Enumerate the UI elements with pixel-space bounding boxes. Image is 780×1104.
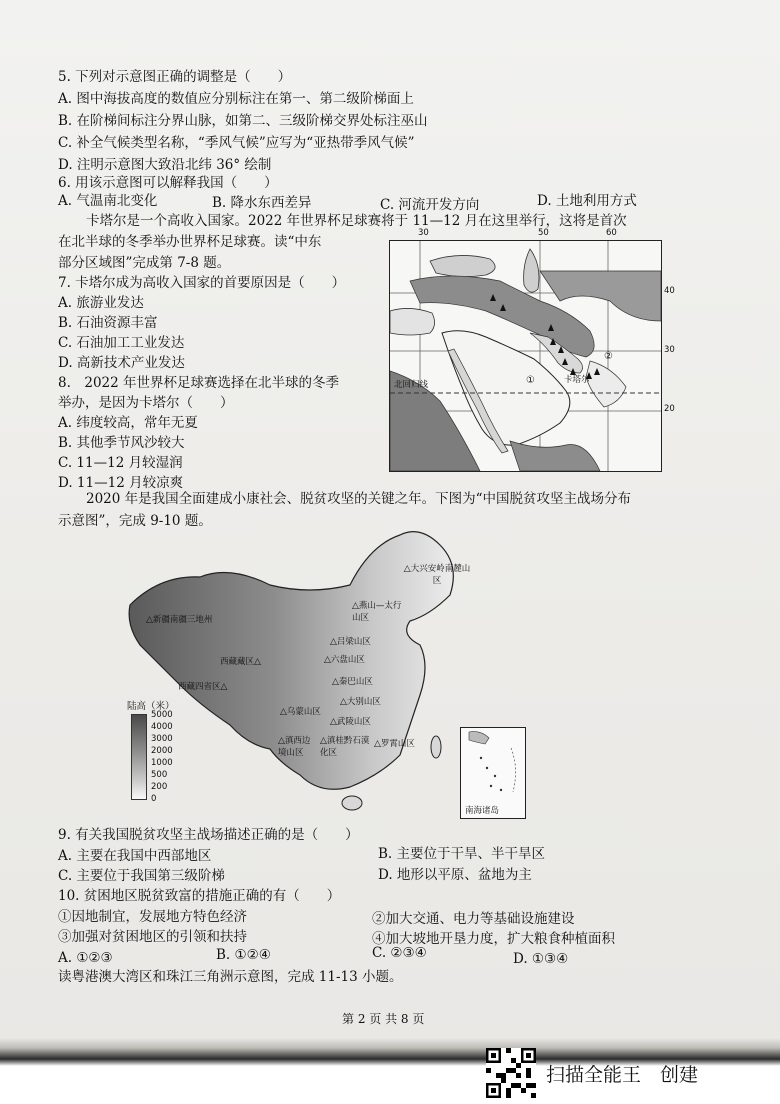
lon-30-label: 30 — [418, 228, 429, 238]
q5-option-d: D. 注明示意图大致沿北纬 36° 绘制 — [58, 157, 272, 173]
q10-statement-4: ④加大坡地开垦力度，扩大粮食种植面积 — [372, 931, 615, 947]
q10-statement-3: ③加强对贫困地区的引领和扶持 — [58, 929, 247, 945]
lon-50-label: 50 — [538, 228, 549, 238]
region-xizang-zangqu: 西藏藏区△ — [220, 657, 261, 667]
q5-option-c: C. 补全气候类型名称，“季风气候”应写为“亚热带季风气候” — [58, 135, 415, 151]
legend-value: 5000 — [151, 710, 173, 720]
q8-option-b: B. 其他季节风沙较大 — [58, 435, 185, 451]
q5-option-b: B. 在阶梯间标注分界山脉，如第二、三级阶梯交界处标注巫山 — [58, 113, 428, 129]
scanner-brand: 扫描全能王 创建 — [546, 1064, 699, 1086]
region-wumeng: △乌蒙山区 — [280, 707, 321, 717]
lat-20-label: 20 — [664, 404, 675, 414]
q7-stem: 7. 卡塔尔成为高收入国家的首要原因是（ ） — [58, 275, 346, 291]
q9-option-c: C. 主要位于我国第三级阶梯 — [58, 868, 225, 884]
q10-statement-1: ①因地制宜，发展地方特色经济 — [58, 909, 247, 925]
q6-option-b: B. 降水东西差异 — [212, 195, 312, 211]
qatar-intro-line1: 卡塔尔是一个高收入国家。2022 年世界杯足球赛将于 11—12 月在这里举行，这将是首次 — [86, 213, 627, 229]
region-yanshan-taihang: △燕山—太行山区 — [352, 601, 402, 623]
q8-option-c: C. 11—12 月较湿润 — [58, 455, 183, 471]
poverty-intro-line1: 2020 年是我国全面建成小康社会、脱贫攻坚的关键之年。下图为“中国脱贫攻坚主战场分布 — [86, 491, 632, 507]
inset-label: 南海诸岛 — [465, 806, 500, 816]
legend-value: 1000 — [151, 758, 173, 768]
south-china-sea-inset — [460, 727, 526, 819]
middle-east-map — [389, 240, 662, 472]
poverty-intro-line2: 示意图”，完成 9-10 题。 — [58, 513, 212, 529]
q5-option-a: A. 图中海拔高度的数值应分别标注在第一、第二级阶梯面上 — [58, 91, 414, 107]
qatar-map-label: 卡塔尔 — [564, 375, 590, 385]
region-liupan: △六盘山区 — [324, 655, 365, 665]
lon-60-label: 60 — [606, 228, 617, 238]
q7-option-a: A. 旅游业发达 — [58, 295, 144, 311]
q6-stem: 6. 用该示意图可以解释我国（ ） — [58, 175, 278, 191]
region-lvliang: △吕梁山区 — [330, 637, 371, 647]
lat-40-label: 40 — [664, 286, 675, 296]
legend-value: 3000 — [151, 734, 173, 744]
middle-east-map-drawing — [390, 241, 661, 471]
legend-value: 200 — [151, 782, 168, 792]
q9-option-b: B. 主要位于干旱、半干旱区 — [378, 846, 546, 862]
legend-value: 2000 — [151, 746, 173, 756]
q6-option-d: D. 土地利用方式 — [537, 193, 637, 209]
map-marker-1: ① — [526, 375, 535, 386]
q7-option-b: B. 石油资源丰富 — [58, 315, 158, 331]
region-sisheng-zangqu: 西藏四省区△ — [178, 682, 228, 692]
q8-option-a: A. 纬度较高，常年无夏 — [58, 415, 198, 431]
legend-title: 陆高（米） — [127, 701, 175, 712]
q7-option-d: D. 高新技术产业发达 — [58, 355, 185, 371]
q6-option-a: A. 气温南北变化 — [58, 193, 158, 209]
region-daxinganling: △大兴安岭南麓山区 — [403, 564, 471, 586]
qr-code-icon — [486, 1048, 536, 1098]
region-qinba: △秦巴山区 — [332, 677, 373, 687]
region-dianxi-border: △滇西边境山区 — [278, 736, 311, 758]
q8-option-d: D. 11—12 月较凉爽 — [58, 475, 184, 491]
q9-stem: 9. 有关我国脱贫攻坚主战场描述正确的是（ ） — [58, 827, 359, 843]
qatar-intro-line3: 部分区域图”完成第 7-8 题。 — [58, 255, 231, 271]
region-luoxiao: △罗霄山区 — [374, 739, 415, 749]
q9-option-a: A. 主要在我国中西部地区 — [58, 848, 212, 864]
q10-stem: 10. 贫困地区脱贫致富的措施正确的有（ ） — [58, 888, 341, 904]
legend-color-bar — [131, 714, 147, 800]
legend-value: 500 — [151, 770, 168, 780]
region-dabie: △大别山区 — [340, 697, 381, 707]
qatar-intro-line2: 在北半球的冬季举办世界杯足球赛。读“中东 — [58, 234, 322, 250]
legend-value: 4000 — [151, 722, 173, 732]
q7-option-c: C. 石油加工工业发达 — [58, 335, 185, 351]
q8-stem-line2: 举办，是因为卡塔尔（ ） — [58, 395, 234, 411]
q10-statement-2: ②加大交通、电力等基础设施建设 — [372, 911, 575, 927]
lat-30-label: 30 — [664, 345, 675, 355]
elevation-legend — [127, 698, 187, 808]
region-wuling: △武陵山区 — [330, 717, 371, 727]
q5-stem: 5. 下列对示意图正确的调整是（ ） — [58, 69, 292, 85]
region-dianguiqian: △滇桂黔石漠化区 — [320, 736, 370, 758]
q10-option-d: D. ①③④ — [513, 951, 569, 967]
tropic-label: 北回归线 — [394, 380, 429, 390]
region-xinjiang-south: △新疆南疆三地州 — [146, 615, 213, 625]
map-marker-2: ② — [604, 351, 613, 362]
q10-option-a: A. ①②③ — [58, 950, 113, 966]
next-section-intro: 读粤港澳大湾区和珠江三角洲示意图，完成 11-13 小题。 — [58, 969, 403, 985]
q10-option-b: B. ①②④ — [216, 947, 271, 963]
page-number: 第 2 页 共 8 页 — [342, 1012, 425, 1026]
q8-stem-line1: 8. 2022 年世界杯足球赛选择在北半球的冬季 — [58, 375, 340, 391]
q10-option-c: C. ②③④ — [372, 945, 427, 961]
q9-option-d: D. 地形以平原、盆地为主 — [378, 867, 532, 883]
legend-value: 0 — [151, 794, 157, 804]
q6-option-c: C. 河流开发方向 — [380, 197, 480, 213]
